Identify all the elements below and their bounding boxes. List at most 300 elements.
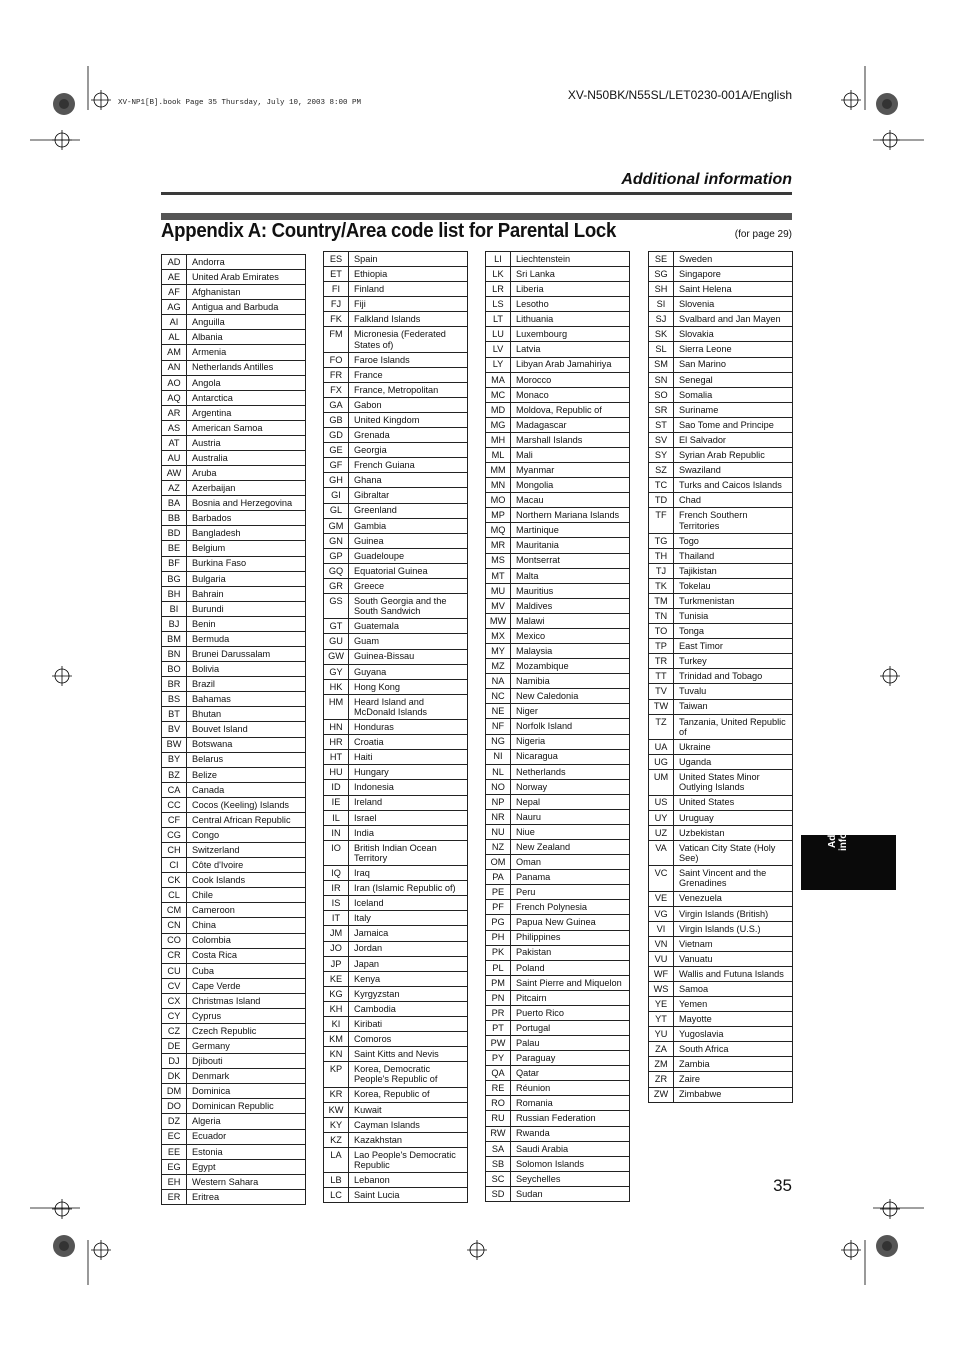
country-code: SN — [649, 372, 674, 387]
table-row — [162, 1189, 306, 1204]
table-row — [649, 669, 793, 684]
country-name: Bosnia and Herzegovina — [187, 496, 306, 511]
country-code: MD — [486, 402, 511, 417]
country-name: Tunisia — [674, 609, 793, 624]
country-name: Iraq — [349, 866, 468, 881]
table-row — [486, 583, 630, 598]
table-row — [162, 345, 306, 360]
country-name: Azerbaijan — [187, 481, 306, 496]
country-code: HM — [324, 694, 349, 719]
country-name: Estonia — [187, 1144, 306, 1159]
country-name: Spain — [354, 253, 378, 264]
model-number: XV-N50BK/N55SL/LET0230-001A/English — [567, 88, 792, 102]
table-row — [649, 740, 793, 755]
country-code: VN — [649, 936, 674, 951]
table-row — [486, 689, 630, 704]
table-row — [649, 297, 793, 312]
country-name: Rwanda — [511, 1126, 630, 1141]
country-code: IL — [324, 810, 349, 825]
country-code: KG — [324, 986, 349, 1001]
table-row — [486, 1111, 630, 1126]
table-row — [324, 1102, 468, 1117]
country-name: Svalbard and Jan Mayen — [674, 312, 793, 327]
table-row — [162, 330, 306, 345]
country-code: ER — [162, 1189, 187, 1204]
table-row — [162, 993, 306, 1008]
table-row — [486, 734, 630, 749]
table-row — [324, 881, 468, 896]
country-name: Hungary — [349, 765, 468, 780]
country-code: TC — [649, 478, 674, 493]
table-row — [162, 390, 306, 405]
country-code: CI — [162, 858, 187, 873]
country-name: Barbados — [187, 511, 306, 526]
country-code: BD — [162, 526, 187, 541]
country-name: El Salvador — [674, 432, 793, 447]
country-code: BM — [162, 631, 187, 646]
country-code: NA — [486, 674, 511, 689]
country-code: GM — [324, 518, 349, 533]
table-row — [486, 719, 630, 734]
country-name: Congo — [187, 827, 306, 842]
table-row — [162, 1008, 306, 1023]
country-code: UG — [649, 755, 674, 770]
country-name: Hong Kong — [349, 679, 468, 694]
country-name: Bahamas — [187, 692, 306, 707]
country-name: Syrian Arab Republic — [674, 448, 793, 463]
table-row — [486, 538, 630, 553]
country-code: MT — [486, 568, 511, 583]
table-row — [162, 541, 306, 556]
country-name: Sudan — [511, 1186, 630, 1201]
country-code: TH — [649, 548, 674, 563]
country-code: CC — [162, 797, 187, 812]
country-name: Korea, Republic of — [349, 1087, 468, 1102]
table-row — [649, 548, 793, 563]
country-code: LY — [486, 357, 511, 372]
country-code: BI — [162, 601, 187, 616]
table-row — [324, 312, 468, 327]
country-code: MY — [486, 644, 511, 659]
country-name: Slovakia — [674, 327, 793, 342]
table-row — [162, 1144, 306, 1159]
country-name: Lebanon — [349, 1173, 468, 1188]
code-table-1 — [161, 254, 306, 1205]
table-row — [324, 563, 468, 578]
table-row — [486, 975, 630, 990]
country-name: Greenland — [349, 503, 468, 518]
country-name: Venezuela — [674, 891, 793, 906]
country-code: TK — [649, 578, 674, 593]
country-code: NE — [486, 704, 511, 719]
country-name: Central African Republic — [187, 812, 306, 827]
country-code: UM — [649, 770, 674, 795]
table-row — [162, 827, 306, 842]
header-rule — [161, 192, 792, 195]
country-code: TO — [649, 624, 674, 639]
table-row — [649, 840, 793, 865]
country-code: EC — [162, 1129, 187, 1144]
country-name: French Southern Territories — [674, 508, 793, 533]
country-name: Réunion — [511, 1081, 630, 1096]
country-code: GU — [324, 634, 349, 649]
country-code: LU — [486, 327, 511, 342]
country-name: Samoa — [674, 982, 793, 997]
country-name: Trinidad and Tobago — [674, 669, 793, 684]
table-row — [486, 915, 630, 930]
country-name: Suriname — [674, 402, 793, 417]
country-code: PG — [486, 915, 511, 930]
country-name: Dominican Republic — [187, 1099, 306, 1114]
country-code: ES — [324, 252, 349, 267]
country-name: East Timor — [674, 639, 793, 654]
country-code: IE — [324, 795, 349, 810]
table-row — [324, 367, 468, 382]
country-code: AE — [162, 270, 187, 285]
country-name: Kiribati — [349, 1016, 468, 1031]
table-row — [649, 714, 793, 739]
table-row — [486, 1081, 630, 1096]
country-name: Netherlands Antilles — [187, 360, 306, 375]
table-row — [324, 649, 468, 664]
country-name: Tuvalu — [674, 684, 793, 699]
table-row — [162, 1069, 306, 1084]
country-code: VU — [649, 951, 674, 966]
table-row — [649, 795, 793, 810]
table-row — [162, 888, 306, 903]
country-code: VG — [649, 906, 674, 921]
country-name: Saint Kitts and Nevis — [349, 1047, 468, 1062]
table-row — [649, 1027, 793, 1042]
country-name: Belgium — [187, 541, 306, 556]
table-row — [162, 662, 306, 677]
country-name: Mexico — [511, 628, 630, 643]
table-row — [324, 810, 468, 825]
country-name: Zambia — [674, 1057, 793, 1072]
country-code: AI — [162, 315, 187, 330]
country-code: BZ — [162, 767, 187, 782]
country-code: CR — [162, 948, 187, 963]
table-row — [162, 812, 306, 827]
table-row — [486, 749, 630, 764]
table-row — [324, 679, 468, 694]
country-code: MX — [486, 628, 511, 643]
country-name: Sierra Leone — [674, 342, 793, 357]
country-name: Latvia — [511, 342, 630, 357]
country-code: NG — [486, 734, 511, 749]
country-code: IQ — [324, 866, 349, 881]
country-code: BY — [162, 752, 187, 767]
country-code: UA — [649, 740, 674, 755]
country-name: Bermuda — [187, 631, 306, 646]
country-code: BB — [162, 511, 187, 526]
table-row — [324, 267, 468, 282]
country-code: KM — [324, 1032, 349, 1047]
country-name: Mongolia — [511, 478, 630, 493]
country-name: Morocco — [511, 372, 630, 387]
code-table-2 — [323, 251, 468, 1203]
table-row — [649, 684, 793, 699]
country-code: SH — [649, 282, 674, 297]
table-row — [486, 1126, 630, 1141]
table-row — [649, 810, 793, 825]
table-row — [649, 1057, 793, 1072]
country-code: GQ — [324, 563, 349, 578]
country-code: SC — [486, 1171, 511, 1186]
table-row — [324, 1016, 468, 1031]
table-row — [486, 342, 630, 357]
country-code: EH — [162, 1174, 187, 1189]
country-name: Singapore — [674, 267, 793, 282]
country-name: Guyana — [349, 664, 468, 679]
table-row — [162, 1129, 306, 1144]
country-name: Burundi — [187, 601, 306, 616]
country-name: Gibraltar — [349, 488, 468, 503]
table-row — [486, 448, 630, 463]
table-row — [324, 1147, 468, 1172]
table-row — [649, 372, 793, 387]
country-code: CM — [162, 903, 187, 918]
table-row — [162, 677, 306, 692]
country-code: AT — [162, 435, 187, 450]
table-row — [162, 631, 306, 646]
table-row — [649, 982, 793, 997]
table-row — [162, 300, 306, 315]
table-row — [486, 659, 630, 674]
table-row — [162, 797, 306, 812]
table-row — [324, 533, 468, 548]
country-code: CO — [162, 933, 187, 948]
table-row — [649, 267, 793, 282]
country-name: Guinea-Bissau — [349, 649, 468, 664]
country-name: Kenya — [349, 971, 468, 986]
country-code: MV — [486, 598, 511, 613]
country-code: RO — [486, 1096, 511, 1111]
country-code: RE — [486, 1081, 511, 1096]
country-code: BN — [162, 647, 187, 662]
country-name: Russian Federation — [511, 1111, 630, 1126]
country-code: GY — [324, 664, 349, 679]
country-code: BH — [162, 586, 187, 601]
country-name: Puerto Rico — [511, 1005, 630, 1020]
country-name: Saint Vincent and the Grenadines — [674, 866, 793, 891]
table-row — [324, 413, 468, 428]
country-code: PT — [486, 1020, 511, 1035]
country-name: Thailand — [674, 548, 793, 563]
table-row — [324, 720, 468, 735]
country-code: AG — [162, 300, 187, 315]
country-name: Bahrain — [187, 586, 306, 601]
country-name: Benin — [187, 616, 306, 631]
country-name: Palau — [511, 1036, 630, 1051]
table-row — [162, 782, 306, 797]
country-name: Virgin Islands (U.S.) — [674, 921, 793, 936]
country-code: LC — [324, 1188, 349, 1203]
country-code: PA — [486, 870, 511, 885]
country-name: Mozambique — [511, 659, 630, 674]
country-code: BJ — [162, 616, 187, 631]
table-row — [324, 765, 468, 780]
country-name: Vanuatu — [674, 951, 793, 966]
table-row — [649, 770, 793, 795]
country-code: NI — [486, 749, 511, 764]
country-name: Mayotte — [674, 1012, 793, 1027]
table-row — [324, 473, 468, 488]
table-row — [324, 488, 468, 503]
table-row — [324, 1001, 468, 1016]
country-code: KR — [324, 1087, 349, 1102]
country-code: EE — [162, 1144, 187, 1159]
table-row — [162, 1084, 306, 1099]
country-name: Bulgaria — [187, 571, 306, 586]
table-row — [649, 609, 793, 624]
country-name: Faroe Islands — [349, 352, 468, 367]
table-row — [324, 750, 468, 765]
country-code: HK — [324, 679, 349, 694]
table-row — [162, 435, 306, 450]
table-row — [486, 508, 630, 523]
table-row — [324, 578, 468, 593]
table-row — [162, 270, 306, 285]
country-code: TZ — [649, 714, 674, 739]
table-row — [486, 855, 630, 870]
table-row — [486, 312, 630, 327]
country-code: SA — [486, 1141, 511, 1156]
country-name: Ecuador — [187, 1129, 306, 1144]
country-name: Paraguay — [511, 1051, 630, 1066]
country-name: Portugal — [511, 1020, 630, 1035]
table-row — [649, 402, 793, 417]
country-code: FJ — [324, 297, 349, 312]
country-name: Senegal — [674, 372, 793, 387]
country-name: Gambia — [349, 518, 468, 533]
country-name: Ethiopia — [349, 267, 468, 282]
table-row — [324, 252, 468, 267]
table-row — [324, 458, 468, 473]
country-name: Luxembourg — [511, 327, 630, 342]
country-code: MH — [486, 432, 511, 447]
country-name: Jamaica — [349, 926, 468, 941]
country-name: France, Metropolitan — [349, 382, 468, 397]
table-row — [486, 1096, 630, 1111]
table-row — [324, 1047, 468, 1062]
country-name: Haiti — [349, 750, 468, 765]
country-name: Croatia — [349, 735, 468, 750]
country-name: Tajikistan — [674, 563, 793, 578]
country-name: Panama — [511, 870, 630, 885]
table-row — [649, 533, 793, 548]
table-row — [162, 285, 306, 300]
country-code: SL — [649, 342, 674, 357]
country-code: BG — [162, 571, 187, 586]
country-code: LK — [486, 267, 511, 282]
table-row — [162, 360, 306, 375]
country-name: Malta — [511, 568, 630, 583]
country-code: AD — [162, 255, 187, 270]
section-title: Additional information — [621, 171, 792, 188]
country-name: Namibia — [511, 674, 630, 689]
country-code: MC — [486, 387, 511, 402]
country-code: LT — [486, 312, 511, 327]
table-row — [162, 1174, 306, 1189]
country-name: Moldova, Republic of — [511, 402, 630, 417]
table-row — [324, 694, 468, 719]
country-name: Jordan — [349, 941, 468, 956]
country-name: Kyrgyzstan — [349, 986, 468, 1001]
table-row — [162, 722, 306, 737]
country-name: Kazakhstan — [349, 1132, 468, 1147]
table-row — [486, 282, 630, 297]
country-code: FI — [324, 282, 349, 297]
table-row — [649, 654, 793, 669]
country-name: Angola — [187, 375, 306, 390]
table-row — [162, 1039, 306, 1054]
country-code: ZA — [649, 1042, 674, 1057]
country-name: United States — [674, 795, 793, 810]
table-row — [649, 327, 793, 342]
country-code: KZ — [324, 1132, 349, 1147]
table-row — [324, 971, 468, 986]
country-name: Solomon Islands — [511, 1156, 630, 1171]
table-row — [649, 563, 793, 578]
table-row — [162, 1159, 306, 1174]
country-code: GD — [324, 428, 349, 443]
country-code: TW — [649, 699, 674, 714]
country-code: CF — [162, 812, 187, 827]
country-code: AL — [162, 330, 187, 345]
table-row — [486, 252, 630, 267]
page-title: Appendix A: Country/Area code list for Parental Lock — [161, 220, 617, 242]
country-code: CV — [162, 978, 187, 993]
page-number: 35 — [773, 1176, 792, 1195]
table-row — [162, 375, 306, 390]
country-code: MG — [486, 417, 511, 432]
country-name: British Indian Ocean Territory — [349, 840, 468, 865]
table-row — [649, 493, 793, 508]
country-code: GT — [324, 619, 349, 634]
page-reference-note: (for page 29) — [734, 229, 792, 240]
table-row — [324, 327, 468, 352]
country-code: CU — [162, 963, 187, 978]
country-name: Lithuania — [511, 312, 630, 327]
country-name: Japan — [349, 956, 468, 971]
country-name: Brunei Darussalam — [187, 647, 306, 662]
table-row — [486, 1051, 630, 1066]
country-code: KE — [324, 971, 349, 986]
country-name: Libyan Arab Jamahiriya — [511, 357, 630, 372]
country-name: Turks and Caicos Islands — [674, 478, 793, 493]
table-row — [324, 664, 468, 679]
table-row — [324, 297, 468, 312]
table-row — [486, 598, 630, 613]
country-code: CK — [162, 873, 187, 888]
country-name: Malaysia — [511, 644, 630, 659]
table-row — [649, 966, 793, 981]
country-name: Dominica — [187, 1084, 306, 1099]
country-code: SE — [649, 252, 674, 267]
table-row — [162, 707, 306, 722]
table-row — [162, 315, 306, 330]
country-name: Uruguay — [674, 810, 793, 825]
table-row — [162, 948, 306, 963]
table-row — [486, 267, 630, 282]
country-name: Albania — [187, 330, 306, 345]
country-name: Liberia — [511, 282, 630, 297]
table-row — [162, 918, 306, 933]
country-name: Antigua and Barbuda — [187, 300, 306, 315]
country-name: Somalia — [674, 387, 793, 402]
country-name: United Kingdom — [349, 413, 468, 428]
